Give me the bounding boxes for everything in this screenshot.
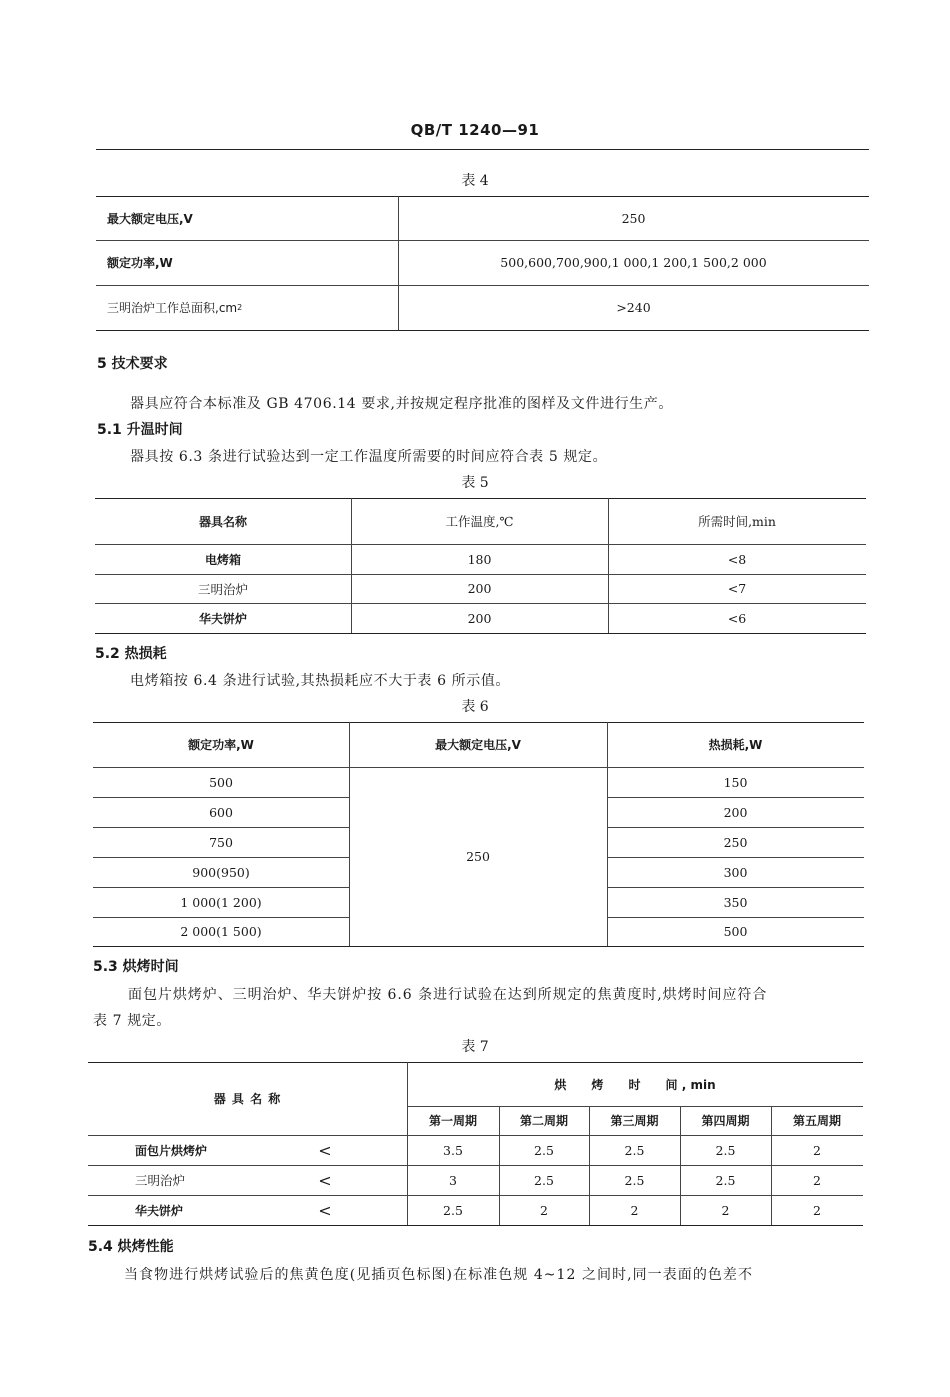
table6-caption: 表 6 (461, 699, 489, 715)
table6-cell: 200 (723, 804, 748, 820)
section5-3-text-line1: 面包片烘烤炉、三明治炉、华夫饼炉按 6.6 条进行试验在达到所规定的焦黄度时,烘烤时间应符合 (128, 987, 768, 1003)
section5-2-text: 电烤箱按 6.4 条进行试验,其热损耗应不大于表 6 所示值。 (130, 673, 511, 689)
table7-period-4: 第四周期 (701, 1114, 750, 1128)
table7-cell: 2.5 (624, 1142, 645, 1158)
table6-cell: 350 (723, 894, 748, 910)
table5-cell: <6 (727, 610, 747, 626)
table6-cell: 900(950) (192, 864, 250, 880)
table7-period-2: 第二周期 (519, 1114, 568, 1128)
table5-cell: <8 (727, 551, 747, 567)
table7-row-name: 三明治炉 (135, 1173, 186, 1188)
table5-cell: 电烤箱 (204, 552, 241, 567)
table7-cell: 2 (813, 1172, 821, 1188)
table7-cell: 2.5 (534, 1172, 554, 1188)
table7-row-name: 面包片烘烤炉 (135, 1143, 208, 1158)
table4-label-work-area-text: 三明治炉工作总面积,cm (107, 301, 238, 315)
table7-row-op: < (318, 1200, 332, 1220)
table4-label-work-area-sup: 2 (237, 303, 243, 312)
table7-period-3: 第三周期 (610, 1114, 659, 1128)
table7-bottom-rule (88, 1225, 863, 1226)
table7-cell: 2 (630, 1202, 639, 1218)
table7-cell: 2.5 (715, 1172, 736, 1188)
table6-cell: 300 (723, 864, 748, 880)
table6-voltage-merged: 250 (466, 849, 490, 864)
table4-label-max-voltage: 最大额定电压,V (107, 211, 193, 226)
section5-1-text: 器具按 6.3 条进行试验达到一定工作温度所需要的时间应符合表 5 规定。 (130, 449, 608, 465)
section5-4-heading: 5.4 烘烤性能 (88, 1239, 174, 1255)
table5-bottom-rule (95, 633, 866, 634)
section5-2-heading: 5.2 热损耗 (95, 646, 167, 662)
table5-cell: <7 (727, 581, 747, 596)
table7-cell: 2 (813, 1202, 821, 1218)
table7-period-5: 第五周期 (792, 1114, 841, 1128)
table5-header-time: 所需时间,min (698, 514, 776, 529)
table5-cell: 180 (467, 551, 492, 567)
table4-label-work-area (107, 285, 392, 330)
table7-cell: 2 (813, 1142, 821, 1158)
standard-number: QB/T 1240—91 (410, 121, 540, 139)
table7-cell: 2.5 (624, 1172, 645, 1188)
table4-caption: 表 4 (461, 173, 489, 189)
table4-bottom-rule (96, 330, 869, 331)
table7-header-time: 烘 烤 时 间 , min (554, 1077, 716, 1092)
table6-cell: 150 (723, 774, 748, 790)
table4-value-max-voltage: 250 (621, 210, 646, 226)
section5-3-heading: 5.3 烘烤时间 (93, 959, 179, 975)
table5-header-name: 器具名称 (198, 514, 247, 529)
table7-cell: 3 (449, 1172, 457, 1188)
table7-header-name: 器 具 名 称 (213, 1092, 282, 1106)
table6-cell: 750 (209, 834, 233, 850)
section5-1-heading: 5.1 升温时间 (97, 422, 183, 438)
section5-3-text-line2: 表 7 规定。 (93, 1013, 172, 1029)
table7-row-op: < (318, 1140, 332, 1160)
table7-row-op: < (318, 1170, 332, 1190)
table5-cell: 200 (467, 610, 492, 626)
table5-cell: 200 (467, 581, 492, 596)
table6-cell: 600 (209, 804, 233, 820)
table7-caption: 表 7 (461, 1039, 489, 1055)
table5-header-temp: 工作温度,℃ (445, 514, 514, 529)
table7-cell: 2.5 (715, 1142, 736, 1158)
table6-cell: 250 (723, 834, 748, 850)
section5-4-text: 当食物进行烘烤试验后的焦黄色度(见插页色标图)在标准色规 4~12 之间时,同一表面的色差不 (124, 1267, 754, 1283)
table6-cell: 500 (209, 774, 233, 790)
section5-text: 器具应符合本标准及 GB 4706.14 要求,并按规定程序批准的图样及文件进行生产。 (130, 396, 673, 412)
table7-cell: 2.5 (443, 1202, 463, 1218)
table5-caption: 表 5 (461, 475, 489, 491)
table4-label-rated-power: 额定功率,W (107, 256, 173, 270)
section5-heading: 5 技术要求 (97, 356, 168, 372)
table5-cell: 华夫饼炉 (198, 611, 247, 626)
table7-cell: 2.5 (534, 1142, 554, 1158)
table7-cell: 2 (540, 1202, 548, 1218)
table5-cell: 三明治炉 (197, 581, 248, 597)
table7-cell: 2 (721, 1202, 730, 1218)
table4-value-work-area: >240 (616, 300, 651, 315)
table7-row-name: 华夫饼炉 (135, 1203, 184, 1218)
table7-period-1: 第一周期 (428, 1114, 477, 1128)
header-rule (96, 149, 869, 150)
table6-cell: 500 (723, 924, 748, 939)
table6-header-loss: 热损耗,W (708, 738, 763, 752)
table6-cell: 1 000(1 200) (180, 894, 262, 910)
table6-header-power: 额定功率,W (188, 738, 254, 752)
table7-cell: 3.5 (443, 1142, 463, 1158)
table4-value-rated-power: 500,600,700,900,1 000,1 200,1 500,2 000 (500, 255, 767, 270)
table6-header-voltage: 最大额定电压,V (435, 738, 521, 752)
table6-bottom-rule (93, 946, 864, 947)
table6-cell: 2 000(1 500) (180, 924, 262, 939)
